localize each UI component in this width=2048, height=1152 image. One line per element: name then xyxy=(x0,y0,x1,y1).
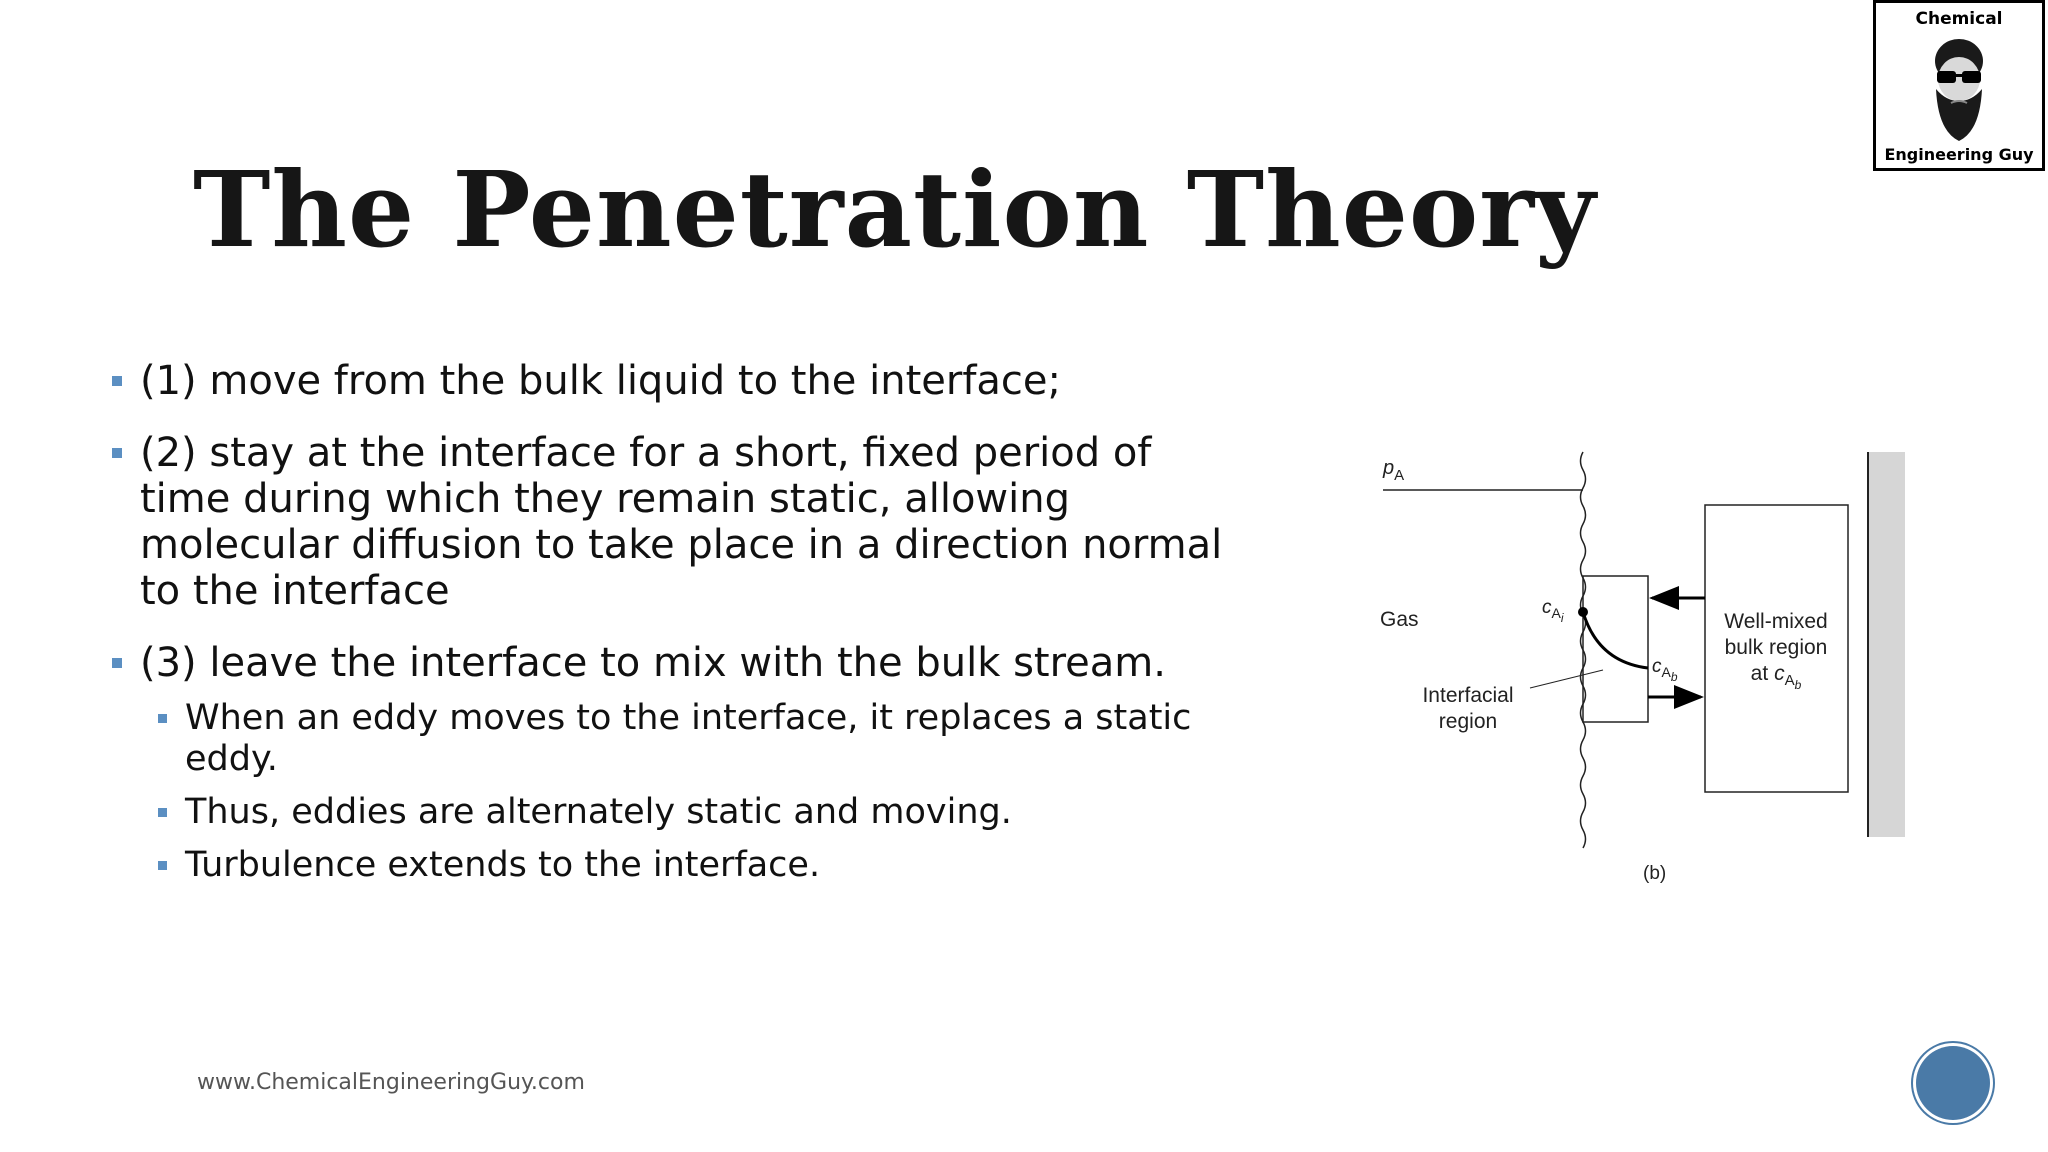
footer-website: www.ChemicalEngineeringGuy.com xyxy=(197,1070,585,1095)
bullet-text: (1) move from the bulk liquid to the interface; xyxy=(140,358,1061,404)
bearded-man-icon xyxy=(1918,31,2000,149)
interfacial-label-line1: Interfacial xyxy=(1422,684,1514,707)
slide-nav-button[interactable] xyxy=(1916,1046,1990,1120)
bullet-list xyxy=(108,358,1248,898)
bullet-text: (3) leave the interface to mix with the bulk stream. xyxy=(140,640,1166,686)
sub-bullet-item xyxy=(108,792,1248,833)
interfacial-leader-line xyxy=(1530,670,1603,688)
concentration-profile-curve xyxy=(1583,612,1648,668)
bulk-label-line1: Well-mixed xyxy=(1724,610,1828,633)
figure-caption: (b) xyxy=(1643,863,1667,884)
sub-bullet-item xyxy=(108,845,1248,886)
sub-bullet-text: When an eddy moves to the interface, it replaces a static eddy. xyxy=(185,698,1192,779)
bullet-square-icon xyxy=(158,714,167,723)
interfacial-label-line2: region xyxy=(1438,710,1498,733)
channel-logo xyxy=(1873,0,2045,171)
logo-top-text: Chemical xyxy=(1915,9,2003,29)
bullet-square-icon xyxy=(112,658,122,668)
cab-label: $c_{Ab}$ xyxy=(1652,656,1678,684)
sub-bullet-text: Turbulence extends to the interface. xyxy=(185,845,821,885)
bullet-square-icon xyxy=(158,808,167,817)
bullet-item xyxy=(108,430,1248,614)
bullet-square-icon xyxy=(112,448,122,458)
gas-label: Gas xyxy=(1380,608,1419,631)
bulk-label-line3: at $c_Ab$ xyxy=(1750,662,1802,692)
penetration-theory-diagram xyxy=(1360,440,1940,900)
bullet-square-icon xyxy=(158,861,167,870)
bullet-item xyxy=(108,640,1248,686)
pa-label: $p_A$ xyxy=(1383,457,1405,484)
wall xyxy=(1867,452,1905,837)
bulk-label-line2: bulk region xyxy=(1724,636,1828,659)
cai-label: $c_{Ai}$ xyxy=(1542,597,1564,625)
interfacial-region-box xyxy=(1583,576,1648,722)
bullet-square-icon xyxy=(112,376,122,386)
cai-point xyxy=(1578,607,1588,617)
sub-bullet-text: Thus, eddies are alternately static and moving. xyxy=(185,792,1012,832)
slide-title: The Penetration Theory xyxy=(193,148,1597,271)
sub-bullet-item xyxy=(108,698,1248,780)
logo-bottom-text: Engineering Guy xyxy=(1884,145,2034,164)
bullet-text: (2) stay at the interface for a short, fixed period of time during which they remain static, allowing molecular diffusion to take place in a direction normal to the interface xyxy=(140,430,1223,614)
bullet-item xyxy=(108,358,1248,404)
